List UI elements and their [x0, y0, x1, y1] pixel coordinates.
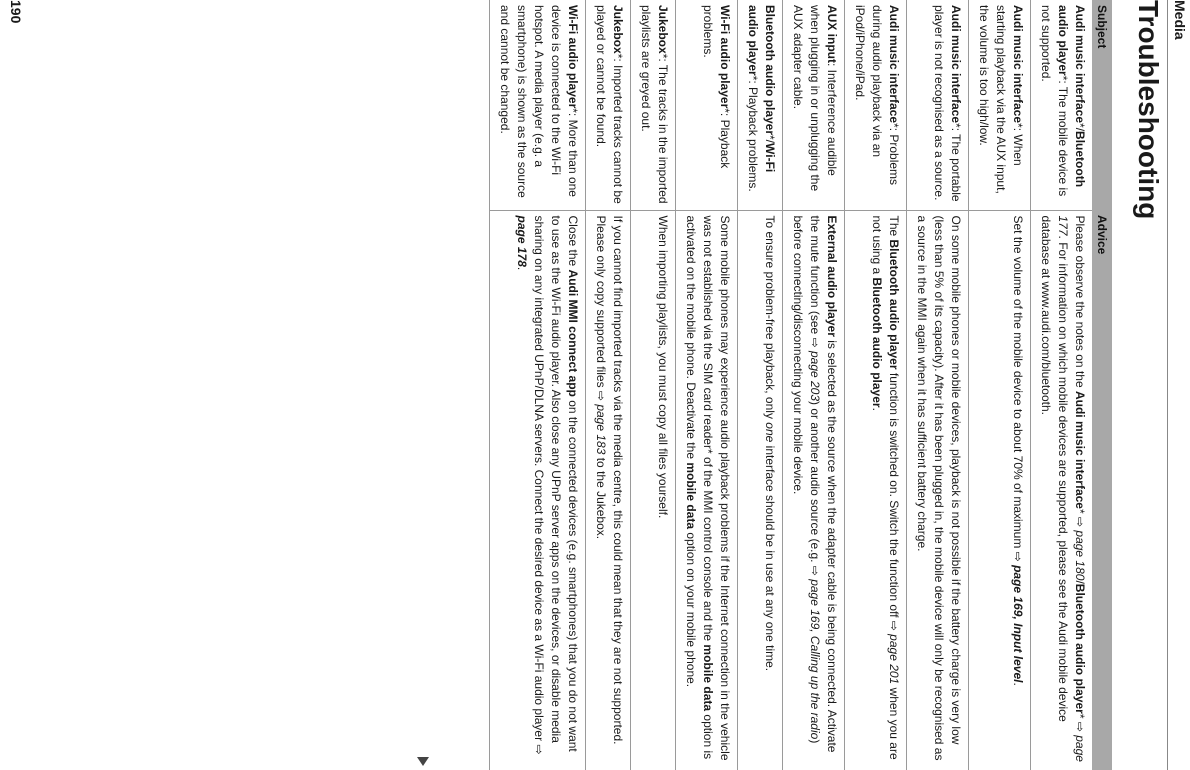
advice-text: option is activated on the mobile phone. Deactivate the [684, 215, 715, 760]
advice-text: Please observe the notes on the [1073, 215, 1087, 391]
advice-text: On some mobile phones or mobile devices, playback is not possible if the battery charge is very low (less than 5% of its capacity). After it has been plugged in, the mobile device will only be recognised as a source in the MMI again when it has sufficient battery charge. [915, 215, 963, 761]
subject-cell [738, 0, 783, 210]
subject-cell [969, 0, 1031, 210]
advice-text: interface should be in use at any one time. [763, 442, 777, 672]
subject-cell [490, 0, 586, 210]
advice-term: Bluetooth audio player [1073, 583, 1087, 714]
page-reference-link[interactable]: page 169, Input level [1011, 565, 1025, 683]
table-row [783, 0, 845, 770]
advice-text: function is switched on. Switch the function off ⇨ [887, 369, 901, 635]
advice-column-header: Advice [1092, 210, 1112, 770]
advice-cell [676, 210, 738, 770]
advice-cell [907, 210, 969, 770]
advice-cell [586, 210, 631, 770]
subject-term: Audi music interface [887, 5, 901, 124]
advice-text: * ⇨ [1073, 508, 1087, 531]
subject-term: Wi-Fi audio player [566, 5, 580, 109]
advice-text: Set the volume of the mobile device to about 70% of maximum ⇨ [1011, 215, 1025, 566]
table-row [907, 0, 969, 770]
subject-cell [631, 0, 676, 210]
subject-text: *: Problems during audio playback via an iPod/iPhone/iPad. [853, 5, 901, 186]
advice-term: mobile data [684, 462, 698, 530]
table-row [969, 0, 1031, 770]
continue-arrow-icon [417, 757, 429, 766]
subject-column-header: Subject [1092, 0, 1112, 210]
subject-text: */ [1073, 123, 1087, 132]
troubleshooting-table [489, 0, 1112, 770]
advice-cell [845, 210, 907, 770]
page-reference-link[interactable]: page 203 [808, 350, 822, 402]
advice-cell [490, 210, 586, 770]
subject-term: Jukebox [656, 5, 670, 54]
subject-cell [845, 0, 907, 210]
subject-term: Wi-Fi audio player [718, 5, 732, 109]
advice-text: . For information on which mobile devices are supported, please see the Audi mobile device database at www.audi.com/bluetooth. [1039, 215, 1070, 722]
subject-cell [1031, 0, 1093, 210]
subject-text: *: The mobile device is not supported. [1039, 5, 1070, 197]
table-row [490, 0, 586, 770]
page-title: Troubleshooting [1133, 0, 1164, 220]
advice-term: Audi MMI connect app [566, 269, 580, 397]
advice-text: option on your mobile phone. [684, 529, 698, 688]
subject-term: AUX input [825, 5, 839, 63]
subject-text: *: The tracks in the imported playlists are greyed out. [639, 5, 670, 204]
subject-cell [586, 0, 631, 210]
table-row [676, 0, 738, 770]
advice-text: To ensure problem-free playback, only [763, 215, 777, 423]
subject-text: *: The portable player is not recognised as a source. [932, 5, 963, 202]
subject-text: *: When starting playback via the AUX input, the volume is too high/low. [977, 5, 1025, 194]
advice-text: on the connected devices (e.g. smartphones) that you do not want to use as the Wi-Fi audio player. Also close any UPnP server apps on the devices, or disable media sharing on any integrated UPnP/DLNA servers. Connect the desired device as a Wi-Fi audio player ⇨ [532, 215, 580, 755]
subject-text: *: Imported tracks cannot be played or cannot be found. [594, 5, 625, 204]
table-row [738, 0, 783, 770]
advice-text: is selected as the source when the adapter cable is being connected. Activate the mute function (see ⇨ [808, 215, 839, 753]
advice-text: If you cannot find imported tracks via the media centre, this could mean that they are not supported. Please only copy supported files ⇨ [594, 215, 625, 745]
advice-text: The [887, 215, 901, 240]
advice-term: Bluetooth audio player [870, 277, 884, 408]
header-divider [1167, 0, 1168, 770]
page-reference-link[interactable]: page 183 [594, 404, 608, 455]
subject-text: *: More than one device is connected to the Wi-Fi hotspot. A media player (e.g. a smartphone) is shown as the source and cannot be changed. [498, 5, 580, 198]
advice-term: Bluetooth audio player [887, 239, 901, 370]
subject-cell [783, 0, 845, 210]
advice-text: ) or another audio source (e.g. ⇨ [808, 401, 822, 580]
advice-text: when you are not using a [870, 215, 901, 760]
advice-text: When importing playlists, you must copy all files yourself. [656, 215, 670, 519]
advice-cell [1031, 210, 1093, 770]
advice-cell [631, 210, 676, 770]
subject-cell [907, 0, 969, 210]
advice-text: * ⇨ [1073, 713, 1087, 736]
advice-text: . [515, 266, 529, 271]
advice-text: Close the [566, 215, 580, 270]
subject-term: Audi music interface [949, 5, 963, 124]
section-header: Media [1172, 0, 1188, 40]
subject-term: Audi music interface [1073, 5, 1087, 124]
page-reference-link[interactable]: page 177 [1056, 215, 1087, 762]
subject-term: Bluetooth audio player [763, 5, 777, 136]
page-reference-link[interactable]: page 180 [1073, 530, 1087, 581]
emphasis-text: one [763, 422, 777, 443]
advice-text: Some mobile phones may experience audio playback problems if the Internet connection in the vehicle was not established via the SIM card reader* of the MMI control console and the [701, 215, 732, 761]
advice-text: . [870, 407, 884, 411]
page-number: 190 [8, 0, 24, 24]
subject-text: : Interference audible when plugging in or unplugging the AUX adapter cable. [791, 5, 839, 192]
table-header-row [1092, 0, 1112, 770]
page-reference-link[interactable]: page 169, Calling up the radio [808, 579, 822, 740]
advice-cell [738, 210, 783, 770]
advice-term: External audio player [825, 215, 839, 337]
advice-cell [969, 210, 1031, 770]
advice-term: Audi music interface [1073, 390, 1087, 509]
advice-cell [783, 210, 845, 770]
advice-text: . [1011, 682, 1025, 686]
advice-text: / [1073, 580, 1087, 584]
subject-term: Jukebox [611, 5, 625, 54]
page-reference-link[interactable]: page 178 [515, 215, 529, 267]
table-row [586, 0, 631, 770]
table-row [1031, 0, 1093, 770]
advice-term: mobile data [701, 644, 715, 712]
table-row [845, 0, 907, 770]
advice-text: ) before connecting/disconnecting your mobile device. [791, 215, 822, 744]
subject-term: Wi-Fi audio player [746, 5, 777, 173]
subject-term: Bluetooth audio player [1056, 5, 1087, 188]
subject-text: *: Playback problems. [746, 75, 760, 192]
subject-text: */ [763, 135, 777, 144]
subject-term: Audi music interface [1011, 5, 1025, 124]
subject-cell [676, 0, 738, 210]
table-row [631, 0, 676, 770]
page-reference-link[interactable]: page 201 [887, 634, 901, 685]
subject-text: *: Playback problems. [701, 5, 732, 169]
advice-text: to the Jukebox. [594, 454, 608, 540]
